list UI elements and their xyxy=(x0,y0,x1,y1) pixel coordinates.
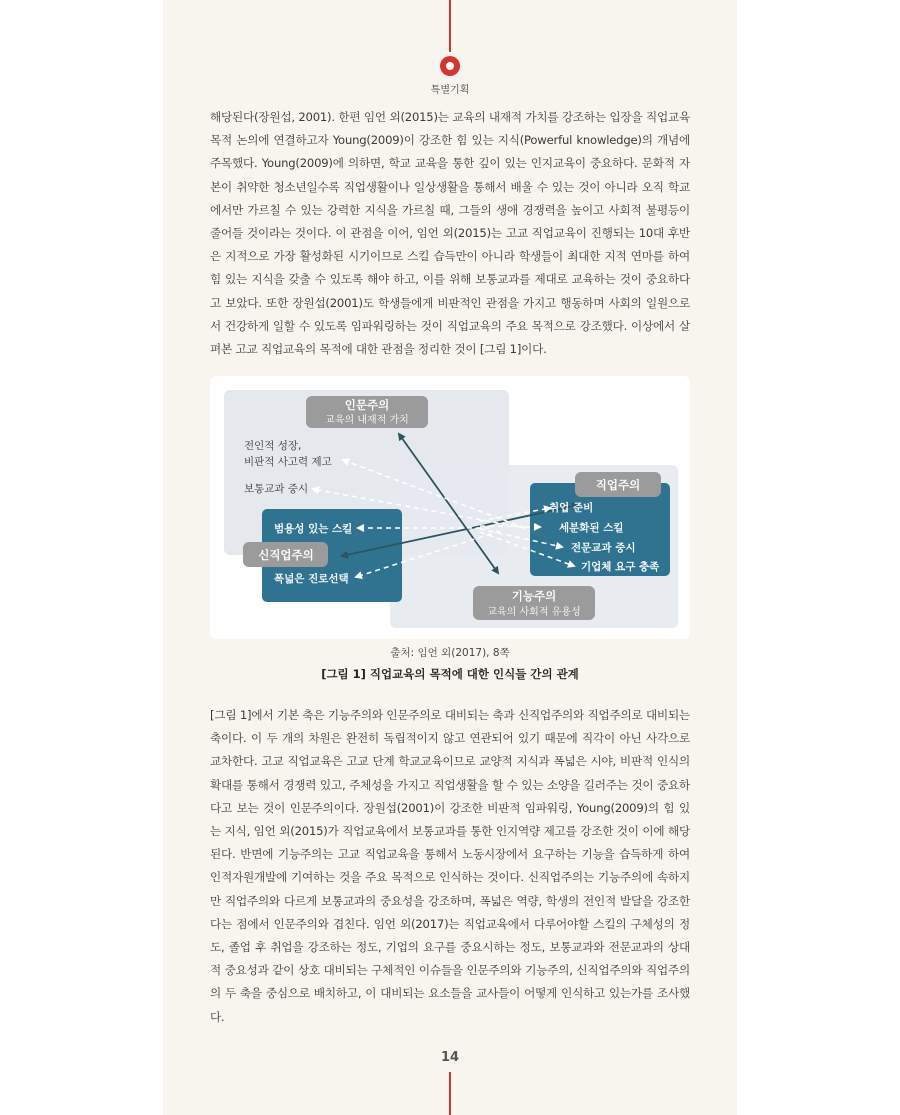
new-vocationalism-item: 범용성 있는 스킬 xyxy=(274,523,353,535)
vocationalism-title: 직업주의 xyxy=(595,478,641,492)
body-paragraph-2: [그림 1]에서 기본 축은 기능주의와 인문주의로 대비되는 축과 신직업주의와 직업주의로 대비되는 축이다. 이 두 개의 차원은 완전히 독립적이지 않고 연관되어 있기 때문에 직각이 아닌 사각으로 교차한다. 고교 직업교육은 고교 단계 학교교육이므로 교양적 지식과 폭넓은 시야, 비판적 인식의 확대를 통해서 경쟁력 있고, 주체성을 가지고 직업생활을 할 수 있는 소양을 길러주는 것이 중요하다고 보는 것이 인문주의이다. 장원섭(2001)이 강조한 비판적 임파워링, Young(2009)의 힘 있는 지식, 임언 외(2015)가 직업교육에서 보통교과를 통한 인지역량 제고를 강조한 것이 이에 해당된다. 반면에 기능주의는 고교 직업교육을 통해서 노동시장에서 요구하는 기능을 습득하게 하여 인적자원개발에 기여하는 것을 주요 목적으로 인식하는 것이다. 신직업주의는 기능주의에 속하지만 직업주의와 다르게 보통교과의 중요성을 강조하며, 폭넓은 역량, 학생의 전인적 발달을 강조한다는 점에서 인문주의와 겹친다. 임언 외(2017)는 직업교육에서 다루어야할 스킬의 구체성의 정도, 졸업 후 취업을 강조하는 정도, 기업의 요구를 중요시하는 정도, 보통교과와 전문교과의 상대적 중요성과 같이 상호 대비되는 구체적인 이슈들을 인문주의와 기능주의, 신직업주의와 직업주의의 두 축을 중심으로 배치하고, 이 대비되는 요소들을 교사들이 어떻게 인식하고 있는가를 조사했다. xyxy=(210,708,690,1024)
body-paragraph-1: 해당된다(장원섭, 2001). 한편 임언 외(2015)는 교육의 내재적 가치를 강조하는 입장을 직업교육 목적 논의에 연결하고자 Young(2009)이 강조한 힘 있는 지식(Powerful knowledge)의 개념에 주목했다. Young(2009)에 의하면, 학교 교육을 통한 깊이 있는 인지교육이 중요하다. 문화적 자본이 취약한 청소년일수록 직업생활이나 일상생활을 통해서 배울 수 있는 것이 아니라 오직 학교에서만 가르칠 수 있는 강력한 지식을 가르칠 때, 그들의 생애 경쟁력을 높이고 사회적 불평등이 줄어들 것이라는 것이다. 이 관점을 이어, 임언 외(2015)는 고교 직업교육이 진행되는 10대 후반은 지적으로 가장 활성화된 시기이므로 스킬 습득만이 아니라 학생들이 최대한 지적 연마를 하여 힘 있는 지식을 갖출 수 있도록 해야 하고, 이를 위해 보통교과를 제대로 교육하는 것이 중요하다고 보았다. 또한 장원섭(2001)도 학생들에게 비판적인 관점을 가지고 행동하며 사회의 일원으로서 건강하게 일할 수 있도록 임파워링하는 것이 직업교육의 주요 목적으로 강조했다. 이상에서 살펴본 고교 직업교육의 목적에 대한 관점을 정리한 것이 [그림 1]이다. xyxy=(210,110,690,357)
vocationalism-item: 기업체 요구 충족 xyxy=(581,561,660,573)
page-number: 14 xyxy=(440,1050,460,1065)
humanism-subtitle: 교육의 내재적 가치 xyxy=(325,415,409,426)
vocationalism-item: 전문교과 중시 xyxy=(571,542,636,554)
functionalism-title: 기능주의 xyxy=(511,589,557,603)
humanism-item: 보통교과 중시 xyxy=(244,483,309,495)
bottom-rule xyxy=(449,1072,451,1115)
humanism-title: 인문주의 xyxy=(344,398,390,412)
vocationalism-item: 취업 준비 xyxy=(549,502,594,514)
figure-diagram xyxy=(210,376,690,639)
section-label: 특별기획 xyxy=(430,85,470,96)
figure-1 xyxy=(210,376,690,639)
figure-source: 출처: 임언 외(2017), 8쪽 xyxy=(390,647,510,659)
new-vocationalism-title: 신직업주의 xyxy=(258,548,314,562)
new-vocationalism-item: 폭넓은 진로선택 xyxy=(274,573,349,585)
functionalism-subtitle: 교육의 사회적 유용성 xyxy=(487,607,581,618)
humanism-item: 비판적 사고력 제고 xyxy=(244,456,332,468)
figure-caption: [그림 1] 직업교육의 목적에 대한 인식들 간의 관계 xyxy=(321,667,579,681)
humanism-item: 전인적 성장, xyxy=(244,440,302,452)
top-rule xyxy=(449,0,451,52)
vocationalism-item: 세분화된 스킬 xyxy=(559,522,624,534)
section-marker-icon xyxy=(440,56,460,76)
